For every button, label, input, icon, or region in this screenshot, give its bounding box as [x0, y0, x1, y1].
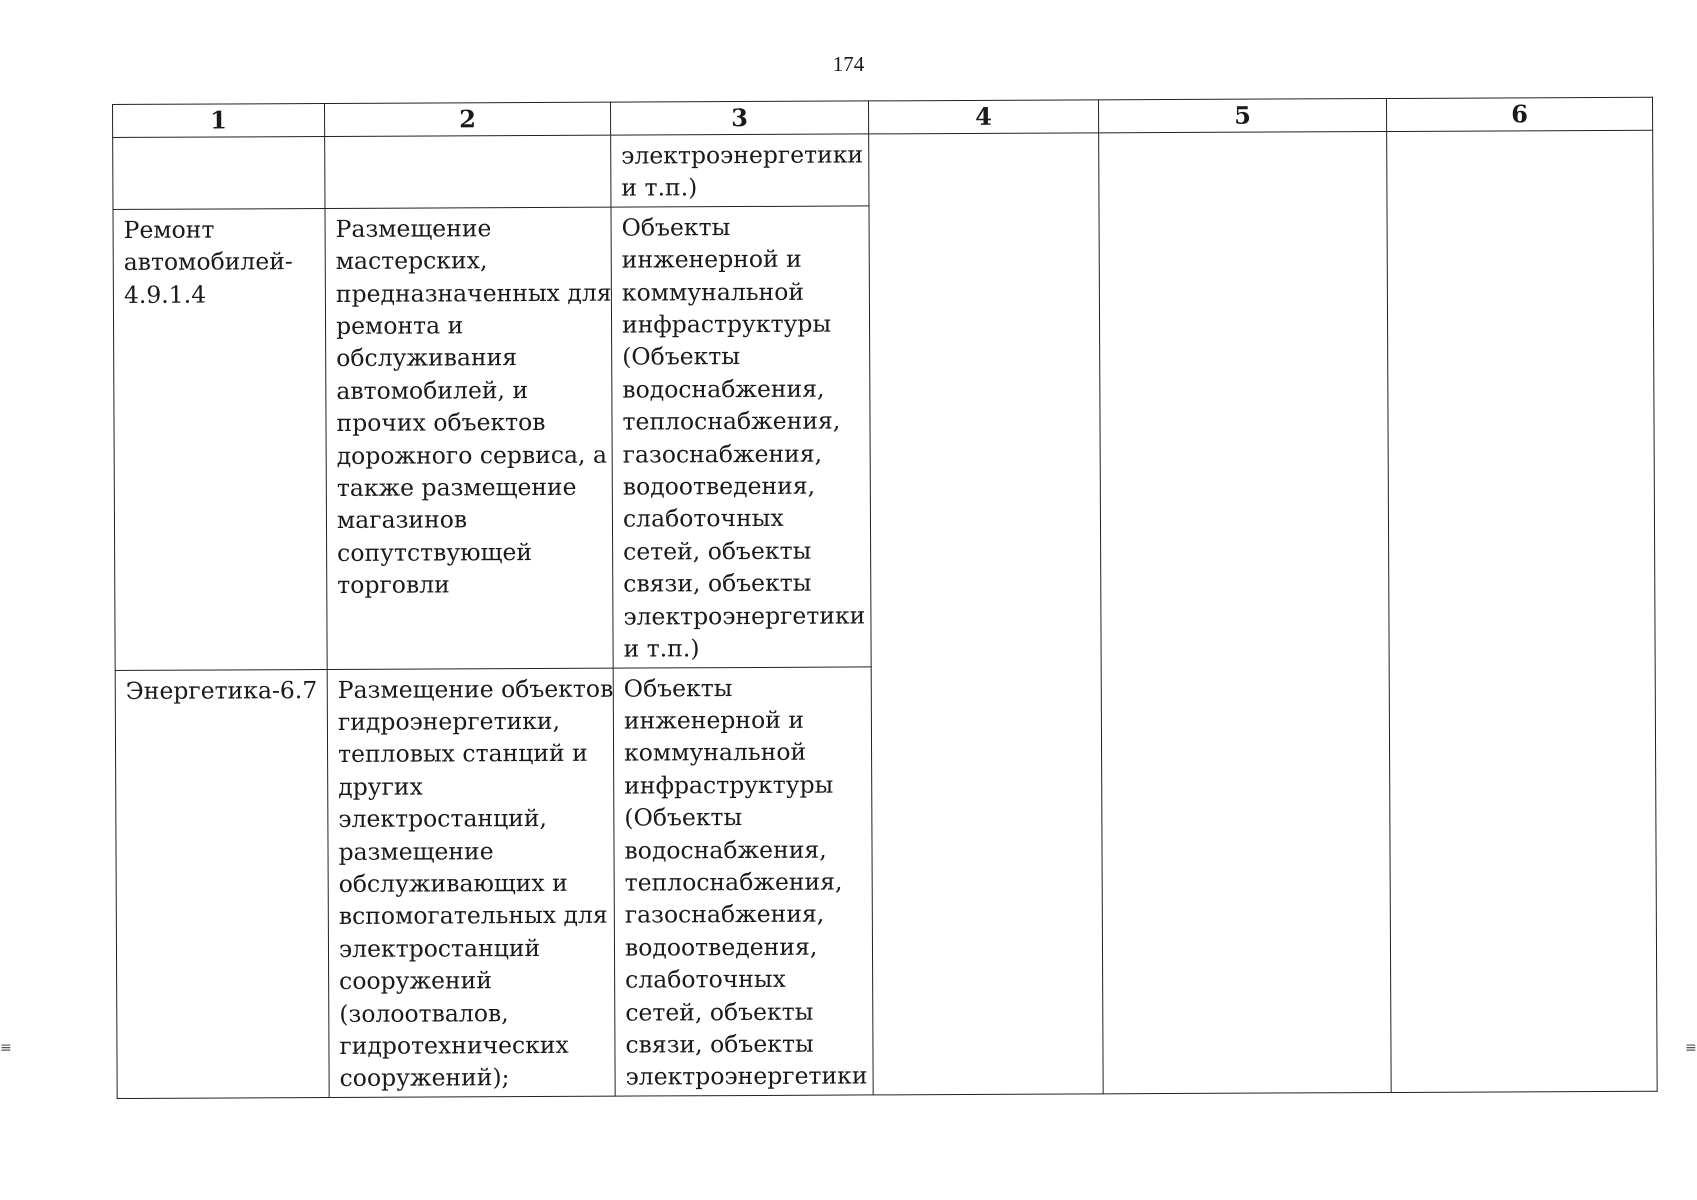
- cell-text-line: водоотведения,: [624, 932, 818, 962]
- cell-text-line: инженерной и: [623, 705, 805, 735]
- page-number: 174: [832, 52, 865, 76]
- column-6-cell: [1387, 130, 1658, 1092]
- cell-text-line: магазинов: [336, 505, 468, 535]
- cell-text-line: электростанций,: [338, 804, 548, 834]
- header-col-1: 1: [113, 103, 325, 137]
- cell-text-line: Размещение: [335, 214, 492, 243]
- cell-text-line: Ремонт: [123, 215, 215, 244]
- column-4-cell: [869, 133, 1104, 1095]
- header-col-6: 6: [1386, 97, 1652, 131]
- cell-text-line: тепловых станций и: [338, 739, 588, 769]
- header-col-2: 2: [325, 102, 611, 136]
- cell-text-line: ремонта и: [335, 311, 464, 340]
- cell-text-line: сооружений);: [339, 1063, 510, 1093]
- right-edge-scan-mark: ≡: [1685, 1040, 1697, 1056]
- cell-text-line: электроэнергетики: [621, 140, 864, 170]
- row-3-description: [327, 668, 615, 1098]
- cell-text-line: газоснабжения,: [624, 899, 825, 929]
- cell-text-line: размещение: [338, 836, 494, 866]
- table-row: [113, 130, 1653, 209]
- cell-text-line: сетей, объекты: [623, 536, 812, 566]
- cell-text-line: электроэнергетики: [623, 601, 866, 631]
- cell-text-line: инженерной и: [621, 244, 802, 274]
- header-col-5: 5: [1098, 98, 1386, 132]
- row-2-description: [325, 207, 613, 669]
- cell-text-line: Энергетика-6.7: [125, 675, 318, 705]
- document-table-wrapper: [112, 97, 1657, 1092]
- cell-text-line: также размещение: [336, 472, 577, 503]
- cell-text-line: связи, объекты: [625, 1029, 814, 1059]
- cell-text-line: инфраструктуры: [621, 309, 832, 339]
- header-col-3: 3: [610, 101, 868, 135]
- cell-text-line: электростанций: [338, 933, 541, 963]
- cell-text-line: обслуживания: [336, 343, 518, 373]
- cell-text-line: 4.9.1.4: [123, 280, 207, 309]
- cell-text-line: сопутствующей: [337, 537, 533, 567]
- cell-text-line: мастерских,: [335, 246, 488, 276]
- cell-text-line: Размещение объектов: [337, 674, 614, 704]
- cell-text-line: дорожного сервиса, а: [336, 440, 608, 470]
- cell-text-line: газоснабжения,: [622, 439, 823, 469]
- cell-text-line: сетей, объекты: [625, 997, 814, 1027]
- cell-text-line: и т.п.): [621, 173, 698, 203]
- row-1-use-type: [113, 136, 325, 209]
- cell-text-line: Объекты: [623, 673, 733, 703]
- cell-text-line: теплоснабжения,: [622, 406, 841, 436]
- row-2-use-type: [113, 208, 327, 670]
- cell-text-line: автомобилей, и: [336, 375, 529, 405]
- column-5-cell: [1099, 131, 1392, 1093]
- cell-text-line: торговли: [337, 570, 450, 600]
- cell-text-line: инфраструктуры: [624, 770, 834, 800]
- cell-text-line: (Объекты: [622, 342, 741, 372]
- cell-text-line: слаботочных: [622, 504, 784, 534]
- cell-text-line: и т.п.): [623, 634, 700, 663]
- cell-text-line: водоотведения,: [622, 471, 816, 501]
- cell-text-line: коммунальной: [623, 738, 807, 767]
- cell-text-line: (Объекты: [624, 803, 743, 832]
- cell-text-line: теплоснабжения,: [624, 867, 843, 897]
- cell-text-line: автомобилей-: [123, 247, 293, 277]
- cell-text-line: гидротехнических: [339, 1030, 569, 1060]
- row-1-infrastructure: [611, 134, 869, 207]
- left-edge-scan-mark: ≡: [0, 1040, 12, 1056]
- document-table: [112, 97, 1658, 1099]
- header-col-4: 4: [868, 100, 1098, 134]
- row-2-infrastructure: [611, 206, 871, 668]
- cell-text-line: коммунальной: [621, 277, 805, 307]
- cell-text-line: связи, объекты: [623, 568, 812, 598]
- cell-text-line: слаботочных: [625, 964, 786, 994]
- cell-text-line: вспомогательных для: [338, 901, 608, 931]
- cell-text-line: Объекты: [621, 212, 731, 242]
- row-3-use-type: [115, 669, 329, 1098]
- cell-text-line: других: [338, 772, 423, 801]
- cell-text-line: гидроэнергетики,: [337, 706, 561, 736]
- cell-text-line: водоснабжения,: [622, 374, 825, 404]
- row-3-infrastructure: [613, 666, 873, 1095]
- cell-text-line: обслуживающих и: [338, 868, 568, 898]
- cell-text-line: (золоотвалов,: [339, 998, 509, 1028]
- cell-text-line: электроэнергетики: [625, 1061, 868, 1091]
- cell-text-line: водоснабжения,: [624, 835, 827, 865]
- cell-text-line: предназначенных для: [335, 278, 612, 308]
- row-1-description: [325, 135, 611, 208]
- cell-text-line: прочих объектов: [336, 408, 546, 438]
- cell-text-line: сооружений: [339, 966, 493, 996]
